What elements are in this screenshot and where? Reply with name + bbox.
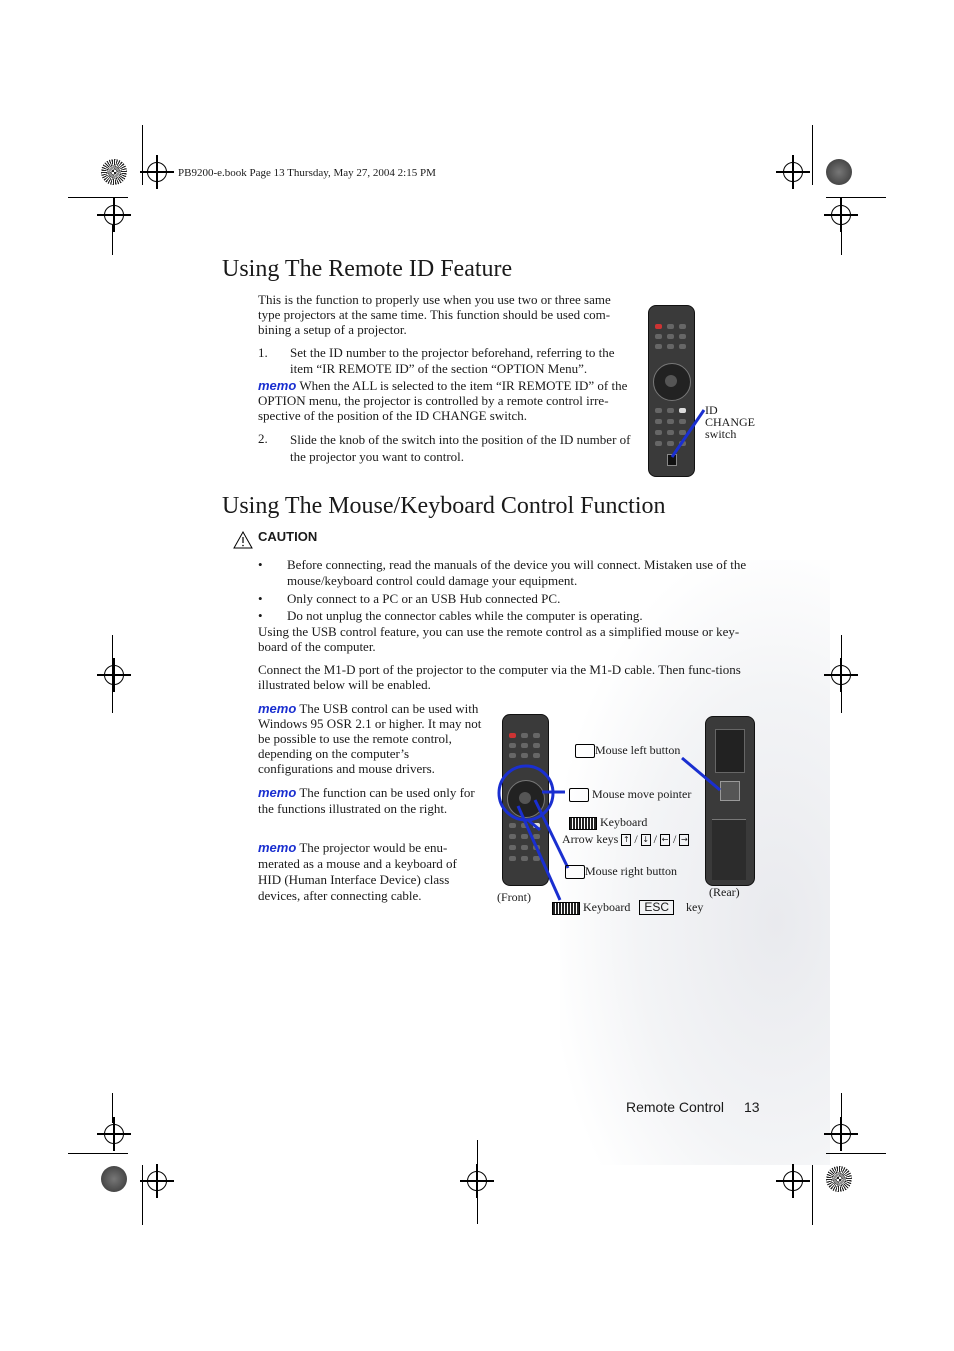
caution-bullet: Do not unplug the connector cables while the computer is operating. xyxy=(287,608,643,623)
section-title-remote-id: Using The Remote ID Feature xyxy=(222,256,513,282)
mouse-left-label: Mouse left button xyxy=(575,743,680,758)
caution-bullet: Before connecting, read the manuals of the device you will connect. Mistaken use of the mouse/keyboard control could damage your equipment. xyxy=(287,557,747,588)
section-title-mouse-keyboard: Using The Mouse/Keyboard Control Function xyxy=(222,493,666,519)
registration-mark-icon xyxy=(104,205,124,225)
memo-hid: memo The projector would be enu-merated as a mouse and a keyboard of HID (Human Interface Device) class devices, after connecting cable. xyxy=(258,840,457,903)
bullet-mark: • xyxy=(258,608,263,623)
caution-bullet: Only connect to a PC or an USB Hub connected PC. xyxy=(287,591,561,606)
step-2: Slide the knob of the switch into the position of the ID number of the projector you want to control. xyxy=(290,432,631,464)
registration-mark-icon xyxy=(831,1124,851,1144)
mouse-icon xyxy=(565,865,585,879)
esc-key-icon: ESC xyxy=(639,900,674,915)
registration-mark-icon xyxy=(104,665,124,685)
memo-function: memo The function can be used only for the functions illustrated on the right. xyxy=(258,785,475,816)
connect-paragraph: Connect the M1-D port of the projector to the computer via the M1-D cable. Then func-tions illustrated below will be enabled. xyxy=(258,662,741,692)
registration-dark-icon xyxy=(826,159,852,185)
registration-mark-icon xyxy=(147,162,167,182)
arrow-keys-label: Arrow keys ↑ / ↓ / ← / → xyxy=(562,832,688,846)
mouse-move-label: Mouse move pointer xyxy=(569,787,691,802)
arrow-left-icon: ← xyxy=(661,835,669,845)
registration-sun-icon xyxy=(826,1166,852,1192)
book-header: PB9200-e.book Page 13 Thursday, May 27, 2004 2:15 PM xyxy=(178,167,436,179)
step-1: Set the ID number to the projector beforehand, referring to the item “IR REMOTE ID” of the section “OPTION Menu”. xyxy=(290,345,615,376)
registration-mark-icon xyxy=(104,1124,124,1144)
intro-paragraph: This is the function to properly use when you use two or three same type projectors at the same time. This function should be used com-bining a setup of a projector. xyxy=(258,292,611,337)
page-number: 13 xyxy=(744,1099,760,1115)
registration-mark-icon xyxy=(831,205,851,225)
arrow-right-icon: → xyxy=(681,835,688,845)
mouse-right-label: Mouse right button xyxy=(565,864,677,879)
keyboard-label-1: Keyboard xyxy=(569,815,647,830)
memo-label: memo xyxy=(258,378,297,393)
rear-label: (Rear) xyxy=(709,885,740,899)
step-number: 1. xyxy=(258,345,268,360)
registration-sun-icon xyxy=(101,159,127,185)
memo-usb: memo The USB control can be used with Windows 95 OSR 2.1 or higher. It may not be possible to use the remote control, depending on the computer’s configurations and mouse drivers. xyxy=(258,701,482,776)
caution-triangle-icon xyxy=(233,531,253,549)
arrow-up-icon: ↑ xyxy=(622,835,630,845)
id-change-switch-label: ID CHANGE switch xyxy=(705,403,755,441)
usb-paragraph: Using the USB control feature, you can use the remote control as a simplified mouse or key-board of the computer. xyxy=(258,624,740,654)
registration-mark-icon xyxy=(783,162,803,182)
step-number: 2. xyxy=(258,431,268,446)
keyboard-icon xyxy=(569,817,597,830)
caution-label: CAUTION xyxy=(258,529,318,544)
registration-mark-icon xyxy=(783,1171,803,1191)
mouse-icon xyxy=(569,788,589,802)
id-switch-callout-line xyxy=(660,400,710,465)
keyboard-esc-label: Keyboard ESC key xyxy=(552,900,703,915)
keyboard-icon xyxy=(552,902,580,915)
bullet-mark: • xyxy=(258,557,263,572)
front-label: (Front) xyxy=(497,890,531,904)
registration-dark-icon xyxy=(101,1166,127,1192)
memo-1: memo When the ALL is selected to the item “IR REMOTE ID” of the OPTION menu, the projector is controlled by a remote control irre-spective of the position of the ID CHANGE switch. xyxy=(258,378,628,423)
registration-mark-icon xyxy=(147,1171,167,1191)
mouse-icon xyxy=(575,744,595,758)
footer-section: Remote Control xyxy=(626,1099,725,1115)
arrow-down-icon: ↓ xyxy=(642,835,650,845)
bullet-mark: • xyxy=(258,591,263,606)
